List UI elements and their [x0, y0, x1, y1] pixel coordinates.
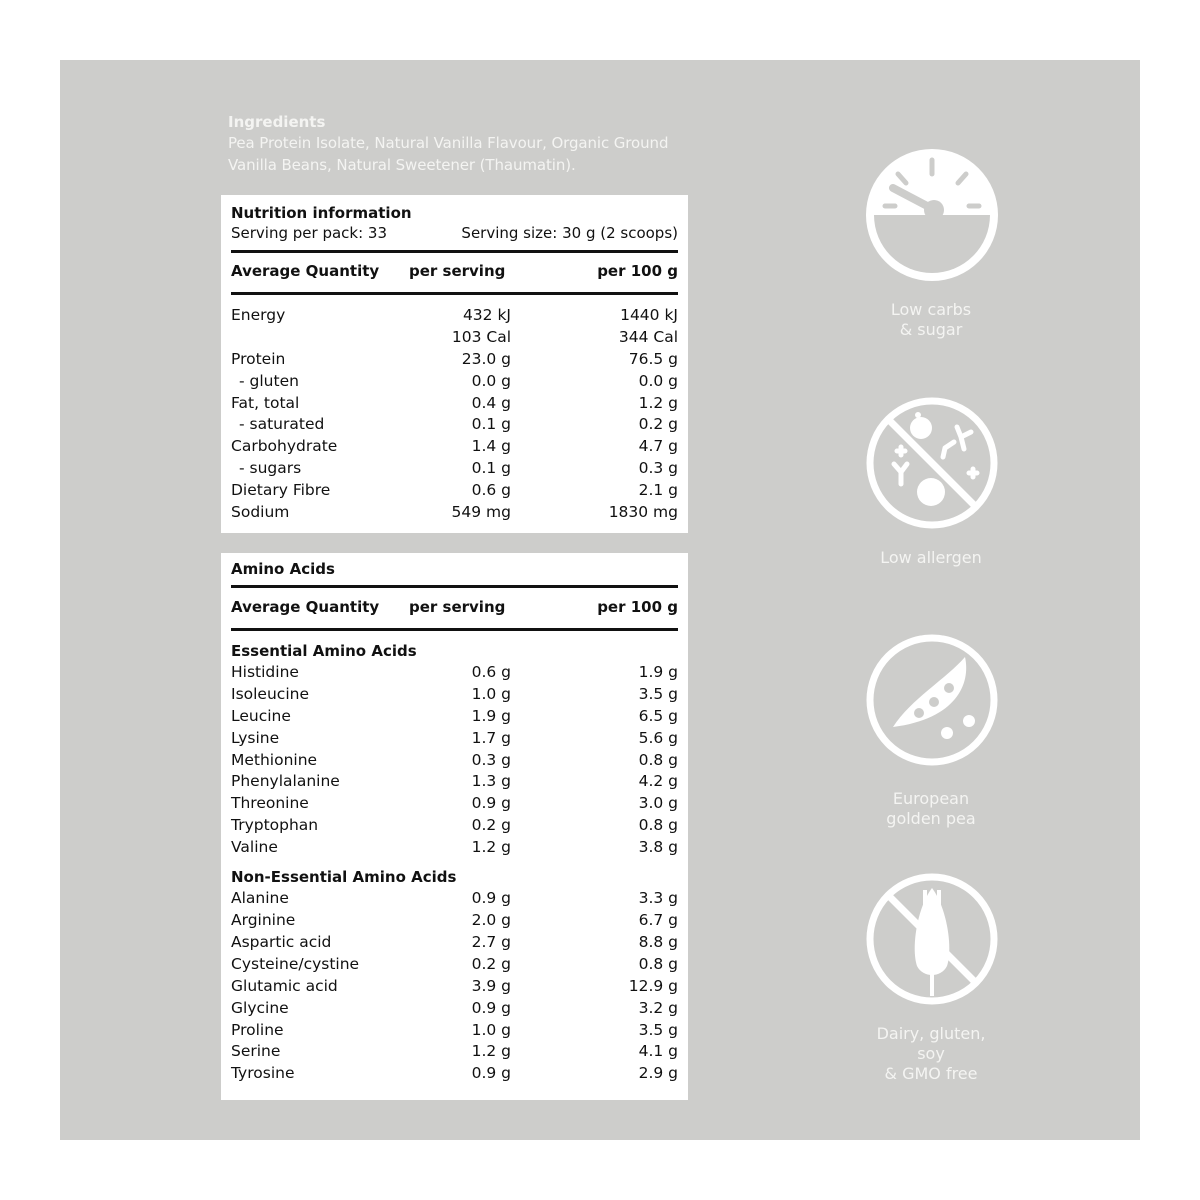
row-per-serving: 1.9 g: [471, 706, 511, 725]
row-label: [231, 327, 431, 349]
row-per-100g: 0.8 g: [638, 954, 678, 973]
col-per-100g: per 100 g: [597, 262, 678, 280]
row-per-serving: 0.3 g: [471, 750, 511, 769]
badge-label-line1: Dairy, gluten, soy: [876, 1024, 986, 1063]
essential-amino-title: Essential Amino Acids: [231, 641, 417, 660]
badge-label-line1: European: [892, 789, 970, 808]
amino-header-row: [231, 597, 678, 619]
row-label: Energy: [231, 305, 286, 324]
col-average-quantity: Average Quantity: [231, 598, 380, 616]
table-row: [231, 998, 678, 1020]
table-row: [231, 954, 678, 976]
row-label: Fat, total: [231, 393, 300, 412]
row-per-100g: 3.2 g: [638, 998, 678, 1017]
table-row: [231, 502, 678, 524]
row-label: Dietary Fibre: [231, 481, 331, 500]
row-per-serving: 1.0 g: [471, 684, 511, 703]
row-per-serving: 2.7 g: [471, 932, 511, 951]
row-per-100g: 2.9 g: [638, 1064, 678, 1083]
essential-amino-rows: [231, 662, 678, 859]
row-label: Sodium: [231, 503, 290, 522]
row-label: Proline: [231, 1020, 284, 1039]
no-allergen-icon: [861, 392, 1003, 534]
row-per-serving: 432 kJ: [462, 305, 511, 324]
row-per-100g: 0.8 g: [638, 750, 678, 769]
table-row: [231, 815, 678, 837]
ingredients-section: [228, 112, 708, 176]
row-per-serving: 0.6 g: [471, 481, 511, 500]
row-label: Lysine: [231, 728, 280, 747]
row-per-serving: 0.1 g: [471, 415, 511, 434]
badge-label-line2: & sugar: [899, 320, 963, 339]
col-per-serving: per serving: [409, 262, 506, 280]
badge-label-line1: Low carbs: [890, 300, 972, 319]
row-per-100g: 3.8 g: [638, 838, 678, 857]
row-per-100g: 6.7 g: [638, 910, 678, 929]
row-per-100g: 3.5 g: [638, 684, 678, 703]
row-per-serving: 0.9 g: [471, 889, 511, 908]
row-label: Alanine: [231, 889, 289, 908]
row-per-serving: 0.0 g: [471, 371, 511, 390]
table-row: [231, 480, 678, 502]
ingredients-text: Pea Protein Isolate, Natural Vanilla Flavour, Organic Ground Vanilla Beans, Natural Sweetener (Thaumatin).: [228, 134, 669, 174]
row-label: Protein: [231, 349, 286, 368]
row-per-serving: 0.2 g: [471, 954, 511, 973]
row-per-100g: 4.2 g: [638, 772, 678, 791]
row-label: Isoleucine: [231, 684, 309, 703]
nutrition-info-table: [221, 195, 688, 533]
row-per-100g: 0.8 g: [638, 816, 678, 835]
serving-info: [231, 223, 678, 244]
row-per-100g: 0.3 g: [638, 459, 678, 478]
row-label: - sugars: [239, 459, 302, 478]
amino-title: Amino Acids: [231, 560, 335, 578]
serving-size: Serving size: 30 g (2 scoops): [461, 224, 678, 242]
row-label: - saturated: [239, 415, 325, 434]
table-row: [231, 1020, 678, 1042]
nutrition-rows: [231, 305, 678, 524]
badge-label-line2: golden pea: [886, 809, 976, 828]
row-per-100g: 0.0 g: [638, 371, 678, 390]
nonessential-amino-rows: [231, 888, 678, 1085]
badge-golden-pea: [861, 629, 1001, 829]
table-row: [231, 349, 678, 371]
row-per-serving: 0.6 g: [471, 662, 511, 681]
row-per-serving: 1.2 g: [471, 1042, 511, 1061]
row-per-100g: 3.0 g: [638, 794, 678, 813]
row-label: Histidine: [231, 662, 299, 681]
row-per-serving: 0.4 g: [471, 393, 511, 412]
row-label: Leucine: [231, 706, 291, 725]
row-per-100g: 5.6 g: [638, 728, 678, 747]
row-label: Glycine: [231, 998, 289, 1017]
row-per-100g: 4.1 g: [638, 1042, 678, 1061]
col-average-quantity: Average Quantity: [231, 262, 380, 280]
table-row: [231, 910, 678, 932]
row-per-100g: 8.8 g: [638, 932, 678, 951]
table-row: [231, 1041, 678, 1063]
badge-allergen-free: [861, 868, 1001, 1084]
row-label: Threonine: [231, 794, 309, 813]
row-per-serving: 0.9 g: [471, 794, 511, 813]
row-per-100g: 0.2 g: [638, 415, 678, 434]
row-per-serving: 1.4 g: [471, 437, 511, 456]
row-per-serving: 1.7 g: [471, 728, 511, 747]
col-per-serving: per serving: [409, 598, 506, 616]
row-label: Methionine: [231, 750, 318, 769]
badge-label-line1: Low allergen: [880, 548, 982, 567]
pea-pod-icon: [861, 629, 1003, 771]
table-row: [231, 414, 678, 436]
badge-low-allergen: [861, 392, 1001, 568]
row-per-serving: 0.9 g: [471, 1064, 511, 1083]
row-label: Tryptophan: [231, 816, 319, 835]
table-row: [231, 932, 678, 954]
row-label: Carbohydrate: [231, 437, 338, 456]
row-per-100g: 1.9 g: [638, 662, 678, 681]
no-wheat-icon: [861, 868, 1003, 1010]
table-row: [231, 793, 678, 815]
gauge-icon: [861, 144, 1003, 286]
table-row: [231, 327, 678, 349]
row-label: Glutamic acid: [231, 976, 338, 995]
row-per-serving: 0.1 g: [471, 459, 511, 478]
row-label: Tyrosine: [231, 1064, 295, 1083]
table-row: [231, 837, 678, 859]
row-label: Serine: [231, 1042, 281, 1061]
table-row: [231, 371, 678, 393]
row-per-serving: 2.0 g: [471, 910, 511, 929]
table-row: [231, 393, 678, 415]
row-per-100g: 3.5 g: [638, 1020, 678, 1039]
row-per-serving: 0.9 g: [471, 998, 511, 1017]
table-row: [231, 976, 678, 998]
table-row: [231, 750, 678, 772]
row-label: Cysteine/cystine: [231, 954, 360, 973]
table-row: [231, 706, 678, 728]
badge-low-carbs: [861, 144, 1001, 340]
row-per-100g: 76.5 g: [628, 349, 678, 368]
row-per-100g: 3.3 g: [638, 889, 678, 908]
nonessential-amino-title: Non-Essential Amino Acids: [231, 868, 457, 887]
table-row: [231, 458, 678, 480]
row-per-serving: 0.2 g: [471, 816, 511, 835]
row-per-100g: 1.2 g: [638, 393, 678, 412]
col-per-100g: per 100 g: [597, 598, 678, 616]
table-row: [231, 771, 678, 793]
row-per-serving: 23.0 g: [461, 349, 511, 368]
table-row: [231, 1063, 678, 1085]
row-per-100g: 4.7 g: [638, 437, 678, 456]
row-label: Arginine: [231, 910, 296, 929]
row-label: Phenylalanine: [231, 772, 340, 791]
row-per-serving: 549 mg: [451, 503, 511, 522]
table-row: [231, 436, 678, 458]
servings-per-pack: Serving per pack: 33: [231, 224, 387, 242]
table-row: [231, 728, 678, 750]
nutrition-header-row: [231, 261, 678, 283]
ingredients-title: Ingredients: [228, 113, 326, 131]
row-per-serving: 103 Cal: [451, 327, 511, 346]
row-per-serving: 1.3 g: [471, 772, 511, 791]
row-per-100g: 1830 mg: [608, 503, 678, 522]
table-row: [231, 305, 678, 327]
nutrition-title: Nutrition information: [231, 204, 412, 222]
row-per-serving: 1.0 g: [471, 1020, 511, 1039]
row-label: Valine: [231, 838, 278, 857]
row-per-100g: 344 Cal: [618, 327, 678, 346]
row-per-serving: 3.9 g: [471, 976, 511, 995]
row-per-100g: 6.5 g: [638, 706, 678, 725]
row-per-100g: 2.1 g: [638, 481, 678, 500]
row-label: Aspartic acid: [231, 932, 332, 951]
table-row: [231, 662, 678, 684]
badge-label-line2: & GMO free: [884, 1064, 978, 1083]
row-per-100g: 1440 kJ: [620, 305, 678, 324]
row-label: - gluten: [239, 371, 299, 390]
row-per-serving: 1.2 g: [471, 838, 511, 857]
amino-acids-table: [221, 553, 688, 1100]
row-per-100g: 12.9 g: [628, 976, 678, 995]
table-row: [231, 684, 678, 706]
table-row: [231, 888, 678, 910]
